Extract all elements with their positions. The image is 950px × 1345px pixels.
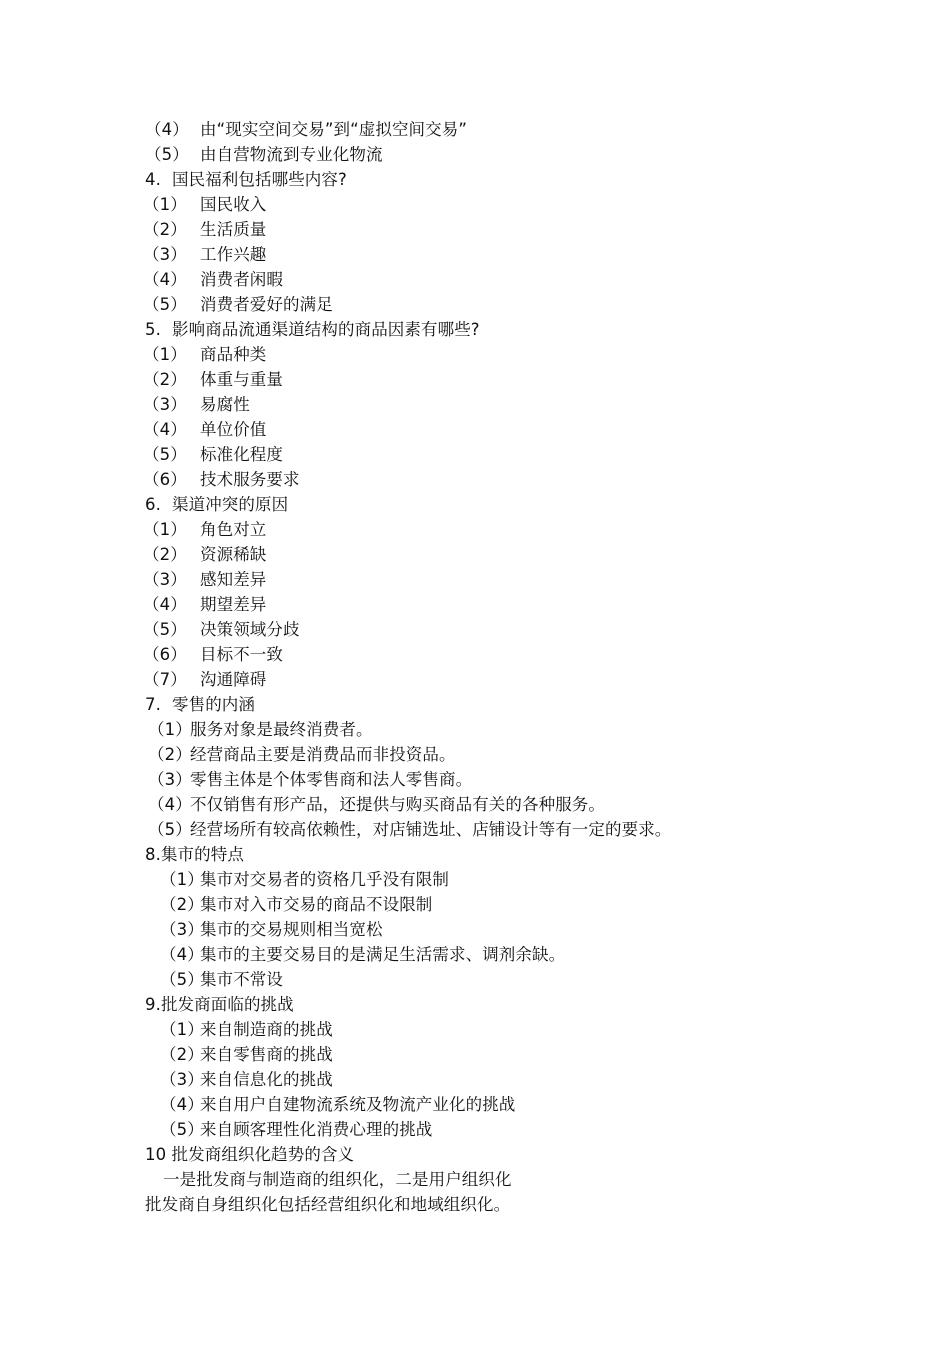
item-number: （1）	[160, 870, 204, 889]
item-text: 易腐性	[200, 395, 250, 414]
item-text: 目标不一致	[200, 645, 283, 664]
item-text: 单位价值	[200, 420, 267, 439]
list-item	[0, 817, 950, 842]
item-number: （5）	[160, 970, 204, 989]
section-title: 9.批发商面临的挑战	[145, 995, 294, 1014]
list-item	[0, 917, 950, 942]
list-item	[0, 142, 950, 167]
list-item	[0, 392, 950, 417]
item-number: （2）	[143, 370, 187, 389]
section-heading	[0, 317, 950, 342]
list-item	[0, 617, 950, 642]
item-text: 集市对入市交易的商品不设限制	[200, 895, 433, 914]
item-number: （3）	[143, 245, 187, 264]
item-number: （2）	[160, 1045, 204, 1064]
item-number: （4）	[143, 270, 187, 289]
item-number: （5）	[143, 620, 187, 639]
item-text: 决策领域分歧	[200, 620, 300, 639]
list-item	[0, 442, 950, 467]
list-item	[0, 1092, 950, 1117]
item-number: （4）	[143, 595, 187, 614]
list-item	[0, 967, 950, 992]
item-text: 经营商品主要是消费品而非投资品。	[190, 745, 456, 764]
item-text: 资源稀缺	[200, 545, 267, 564]
list-item	[0, 742, 950, 767]
list-item	[0, 292, 950, 317]
item-text: 体重与重量	[200, 370, 283, 389]
section-heading	[0, 492, 950, 517]
item-number: （4）	[143, 420, 187, 439]
section-title: 8.集市的特点	[145, 845, 244, 864]
section-heading	[0, 692, 950, 717]
item-number: （4）	[160, 945, 204, 964]
item-number: （5）	[148, 820, 192, 839]
list-item	[0, 517, 950, 542]
item-text: 标准化程度	[200, 445, 283, 464]
item-number: （2）	[160, 895, 204, 914]
list-item	[0, 867, 950, 892]
item-text: 集市的交易规则相当宽松	[200, 920, 383, 939]
item-text: 服务对象是最终消费者。	[190, 720, 373, 739]
item-number: （4）	[160, 1095, 204, 1114]
item-text: 工作兴趣	[200, 245, 267, 264]
list-item	[0, 1017, 950, 1042]
item-text: 由自营物流到专业化物流	[200, 145, 383, 164]
paragraph	[0, 1167, 950, 1192]
item-number: （6）	[143, 645, 187, 664]
section-heading	[0, 992, 950, 1017]
document-content	[0, 117, 950, 1217]
item-text: 经营场所有较高依赖性，对店铺选址、店铺设计等有一定的要求。	[190, 820, 672, 839]
item-number: （4）	[148, 795, 192, 814]
item-number: （6）	[143, 470, 187, 489]
item-number: （2）	[148, 745, 192, 764]
item-text: 沟通障碍	[200, 670, 267, 689]
item-number: （5）	[143, 445, 187, 464]
item-text: 角色对立	[200, 520, 267, 539]
paragraph	[0, 1192, 950, 1217]
item-number: （5）	[145, 145, 189, 164]
item-number: （7）	[143, 670, 187, 689]
item-number: （3）	[160, 1070, 204, 1089]
item-text: 来自信息化的挑战	[200, 1070, 333, 1089]
section-heading	[0, 842, 950, 867]
item-number: （3）	[143, 570, 187, 589]
item-text: 集市对交易者的资格几乎没有限制	[200, 870, 449, 889]
section-number: 6.	[145, 495, 161, 514]
item-text: 来自制造商的挑战	[200, 1020, 333, 1039]
item-number: （5）	[160, 1120, 204, 1139]
list-item	[0, 942, 950, 967]
section-title: 零售的内涵	[172, 695, 255, 714]
item-text: 消费者爱好的满足	[200, 295, 333, 314]
list-item	[0, 667, 950, 692]
list-item	[0, 567, 950, 592]
list-item	[0, 192, 950, 217]
list-item	[0, 217, 950, 242]
item-text: 感知差异	[200, 570, 267, 589]
list-item	[0, 1042, 950, 1067]
section-title: 10 批发商组织化趋势的含义	[145, 1145, 355, 1164]
item-number: （1）	[160, 1020, 204, 1039]
item-text: 期望差异	[200, 595, 267, 614]
item-number: （1）	[143, 345, 187, 364]
section-number: 7.	[145, 695, 161, 714]
list-item	[0, 792, 950, 817]
item-number: （1）	[148, 720, 192, 739]
item-number: （1）	[143, 195, 187, 214]
item-number: （3）	[160, 920, 204, 939]
list-item	[0, 642, 950, 667]
item-number: （5）	[143, 295, 187, 314]
list-item	[0, 367, 950, 392]
item-text: 消费者闲暇	[200, 270, 283, 289]
list-item	[0, 267, 950, 292]
item-text: 来自用户自建物流系统及物流产业化的挑战	[200, 1095, 516, 1114]
item-text: 由“现实空间交易”到“虚拟空间交易”	[200, 120, 467, 139]
item-text: 零售主体是个体零售商和法人零售商。	[190, 770, 473, 789]
list-item	[0, 242, 950, 267]
item-text: 商品种类	[200, 345, 267, 364]
item-text: 集市的主要交易目的是满足生活需求、调剂余缺。	[200, 945, 566, 964]
section-heading	[0, 1142, 950, 1167]
item-text: 不仅销售有形产品，还提供与购买商品有关的各种服务。	[190, 795, 605, 814]
list-item	[0, 1117, 950, 1142]
list-item	[0, 592, 950, 617]
item-number: （3）	[148, 770, 192, 789]
item-number: （2）	[143, 220, 187, 239]
section-title: 渠道冲突的原因	[172, 495, 289, 514]
list-item	[0, 542, 950, 567]
list-item	[0, 342, 950, 367]
section-title: 影响商品流通渠道结构的商品因素有哪些?	[172, 320, 480, 339]
item-text: 生活质量	[200, 220, 267, 239]
section-number: 5.	[145, 320, 161, 339]
list-item	[0, 717, 950, 742]
section-heading	[0, 167, 950, 192]
list-item	[0, 767, 950, 792]
paragraph-text: 一是批发商与制造商的组织化，二是用户组织化	[163, 1170, 512, 1189]
section-title: 国民福利包括哪些内容?	[172, 170, 347, 189]
item-text: 技术服务要求	[200, 470, 300, 489]
item-number: （4）	[145, 120, 189, 139]
item-number: （3）	[143, 395, 187, 414]
list-item	[0, 1067, 950, 1092]
list-item	[0, 467, 950, 492]
section-number: 4.	[145, 170, 161, 189]
item-text: 集市不常设	[200, 970, 283, 989]
item-number: （2）	[143, 545, 187, 564]
item-number: （1）	[143, 520, 187, 539]
item-text: 来自顾客理性化消费心理的挑战	[200, 1120, 433, 1139]
item-text: 国民收入	[200, 195, 267, 214]
list-item	[0, 417, 950, 442]
list-item	[0, 892, 950, 917]
paragraph-text: 批发商自身组织化包括经营组织化和地域组织化。	[145, 1195, 511, 1214]
item-text: 来自零售商的挑战	[200, 1045, 333, 1064]
list-item	[0, 117, 950, 142]
